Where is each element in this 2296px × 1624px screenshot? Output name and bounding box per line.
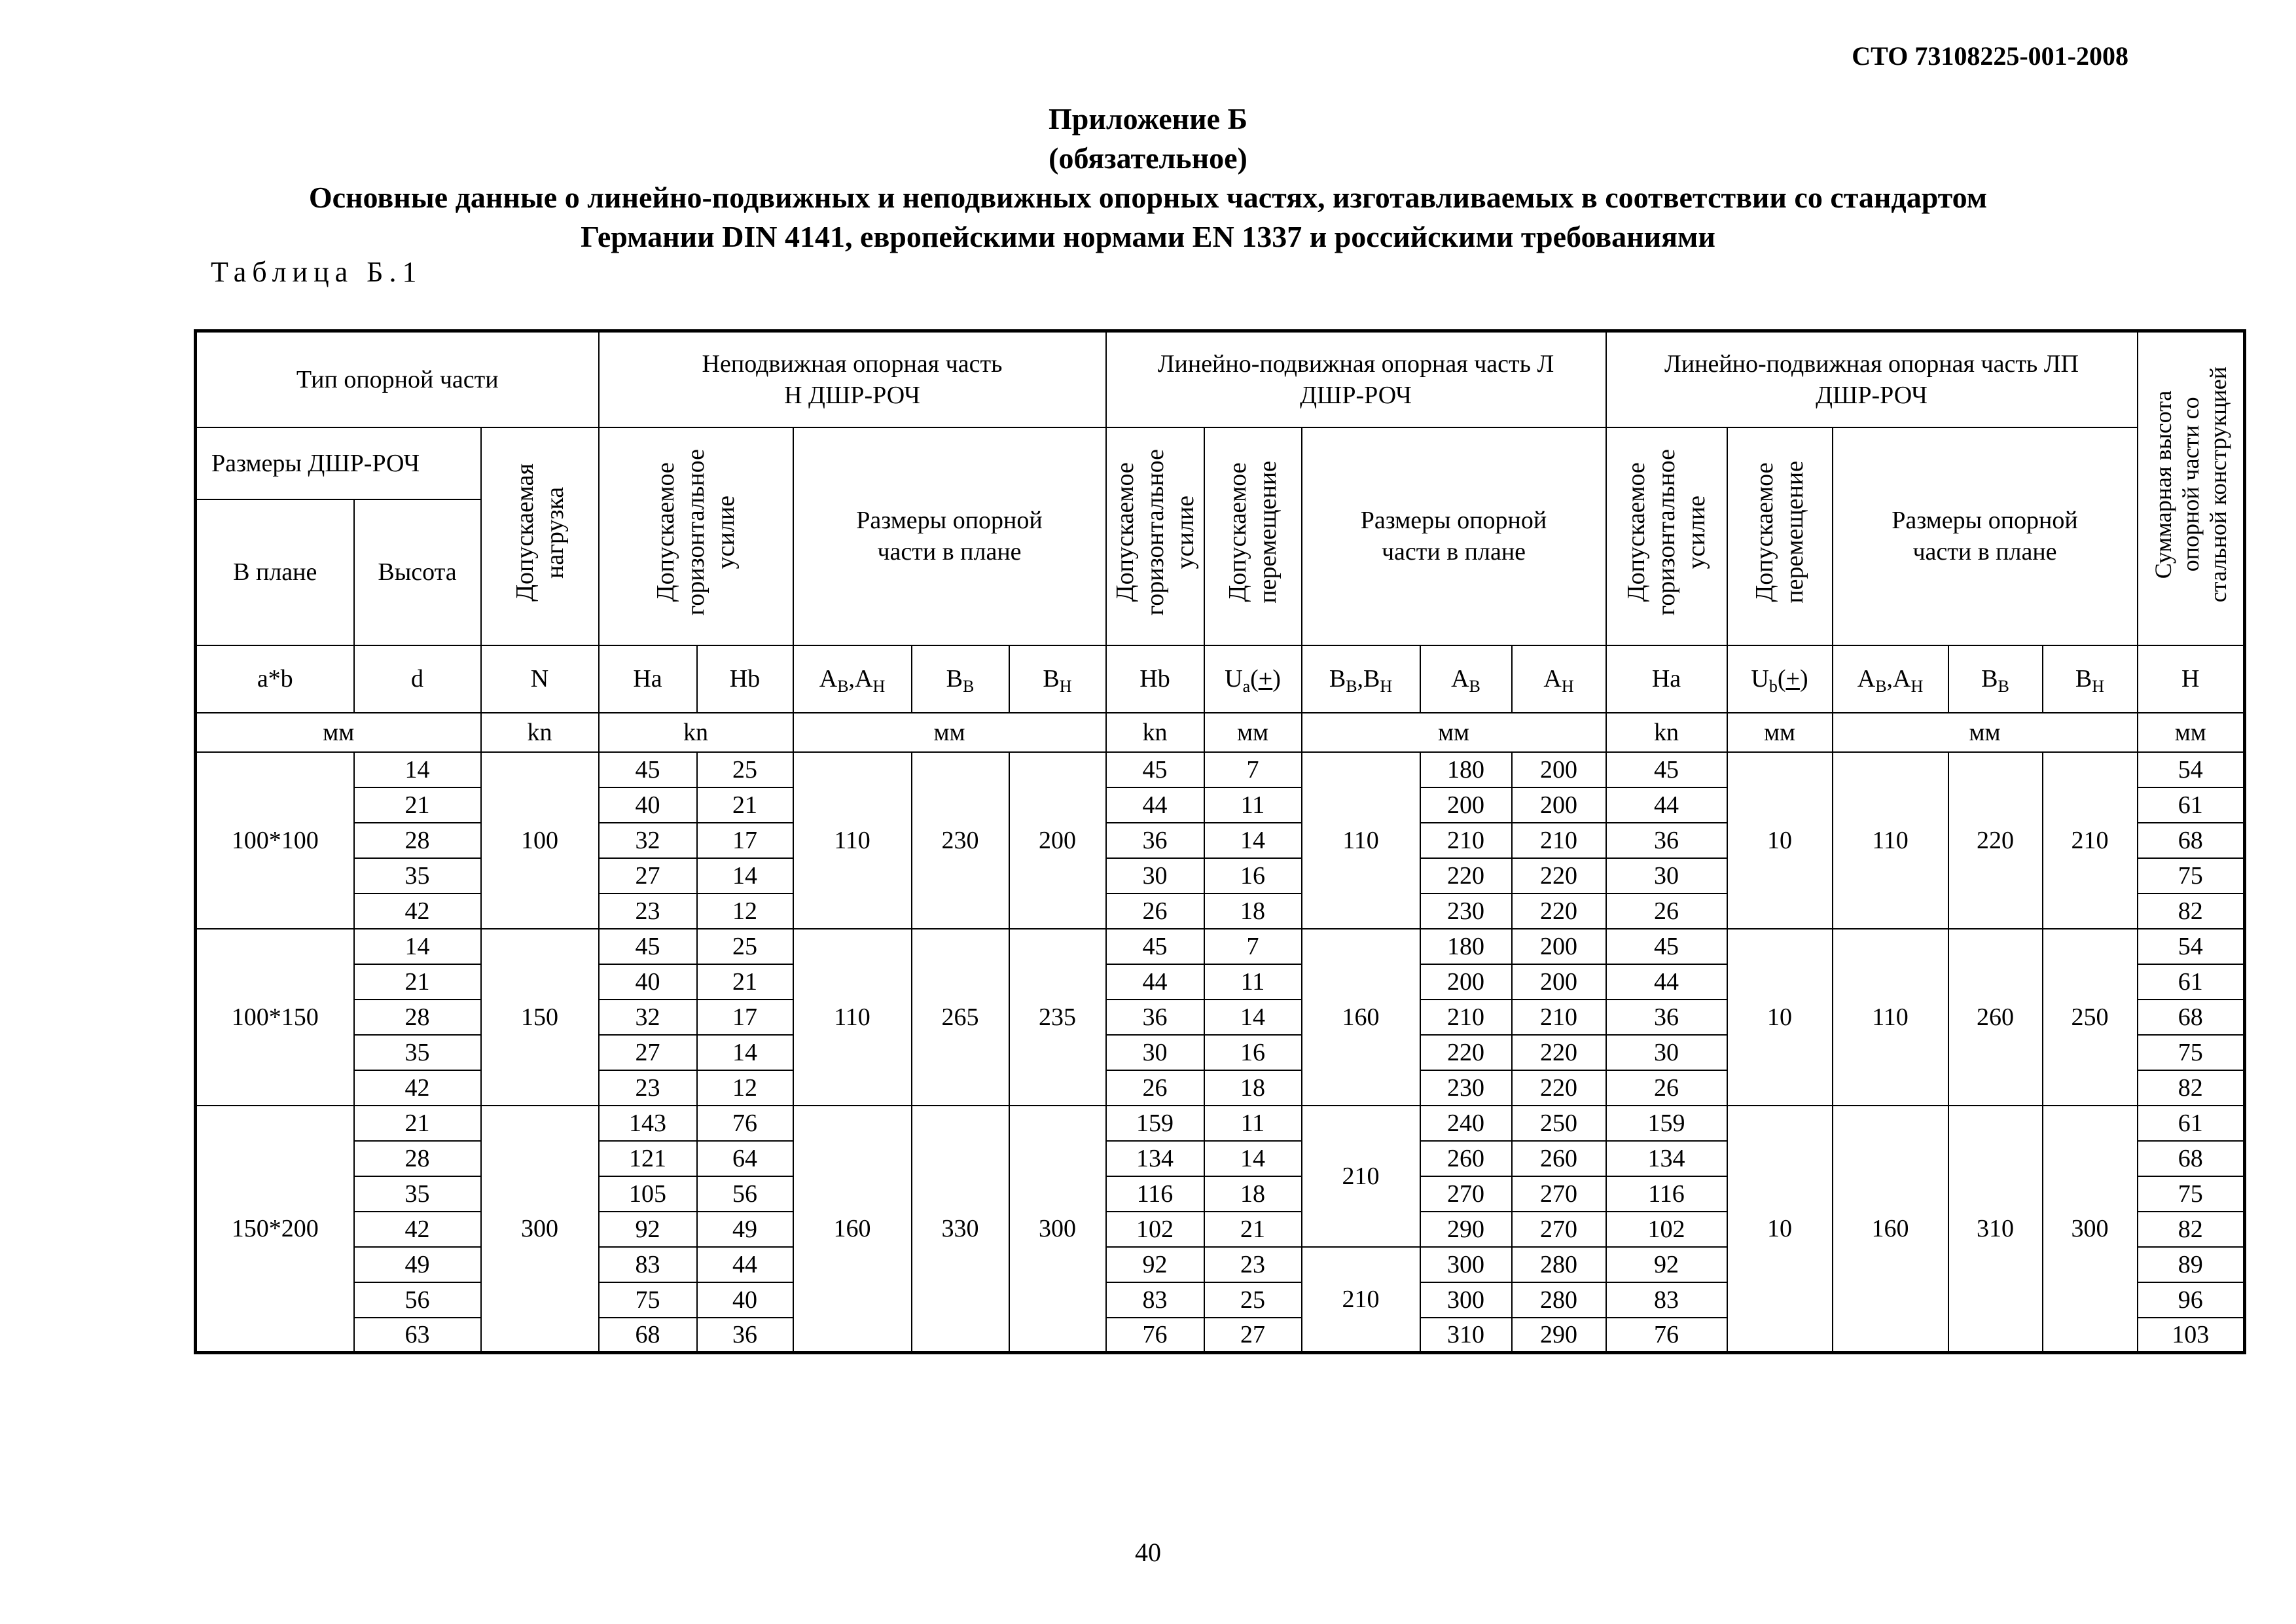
cell-l-ab: 260 (1420, 1141, 1512, 1176)
symbol-paren: ( (1777, 665, 1786, 693)
symbol-ab: a*b (196, 645, 354, 713)
cell-l-ah: 250 (1512, 1106, 1606, 1141)
cell-height-d: 28 (354, 1000, 481, 1035)
cell-height-d: 42 (354, 893, 481, 929)
cell-lp-ha: 45 (1606, 752, 1727, 787)
symbol-sub-h: Н (1910, 677, 1924, 696)
cell-lp-ub: 10 (1727, 752, 1833, 929)
symbol-b: B (1981, 665, 1998, 693)
cell-l-ab: 290 (1420, 1212, 1512, 1247)
header-lp-plan-dims-label: Размеры опорной части в плане (1892, 507, 2078, 566)
cell-height-d: 35 (354, 1035, 481, 1070)
cell-lp-ha: 159 (1606, 1106, 1727, 1141)
table-row (196, 752, 2245, 787)
cell-l-ah: 210 (1512, 823, 1606, 858)
cell-l-ab: 300 (1420, 1247, 1512, 1282)
cell-height-d: 21 (354, 1106, 481, 1141)
cell-lp-ha: 30 (1606, 858, 1727, 893)
cell-lp-ab-ah: 160 (1833, 1106, 1948, 1353)
cell-lp-ab-ah: 110 (1833, 929, 1948, 1106)
unit-sizes: мм (196, 713, 481, 752)
symbol-b: B (1329, 665, 1346, 693)
symbol-sub-b: В (1875, 677, 1887, 696)
cell-fixed-ha: 45 (599, 752, 697, 787)
cell-lp-ab-ah: 110 (1833, 752, 1948, 929)
symbol-lp-ha: Ha (1606, 645, 1727, 713)
cell-l-ab: 220 (1420, 858, 1512, 893)
cell-l-hb: 26 (1106, 893, 1204, 929)
header-linear-l-label: Линейно-подвижная опорная часть Л ДШР-РОЧ (1157, 350, 1554, 409)
symbol-b: B (1043, 665, 1060, 693)
cell-fixed-bh: 300 (1009, 1106, 1106, 1353)
cell-fixed-ha: 68 (599, 1318, 697, 1353)
cell-l-ab: 230 (1420, 1070, 1512, 1106)
cell-fixed-ha: 40 (599, 787, 697, 823)
header-fixed-horizontal-force-label: Допускаемое горизонтальное усилие (652, 448, 740, 616)
cell-l-ab: 200 (1420, 787, 1512, 823)
header-l-plan-dims-label: Размеры опорной части в плане (1360, 507, 1547, 566)
cell-plan-size: 100*150 (196, 929, 354, 1106)
cell-l-hb: 116 (1106, 1176, 1204, 1212)
cell-l-hb: 36 (1106, 823, 1204, 858)
cell-l-ua: 14 (1204, 823, 1302, 858)
appendix-heading (0, 99, 2296, 257)
table-row (196, 929, 2245, 964)
cell-l-ah: 220 (1512, 858, 1606, 893)
cell-total-height: 75 (2138, 1176, 2245, 1212)
cell-l-ua: 14 (1204, 1141, 1302, 1176)
cell-l-ua: 23 (1204, 1247, 1302, 1282)
header-lp-displacement (1727, 427, 1833, 645)
cell-lp-bb: 220 (1948, 752, 2043, 929)
cell-total-height: 54 (2138, 752, 2245, 787)
cell-l-ua: 11 (1204, 964, 1302, 1000)
symbol-comma: , (1357, 665, 1364, 693)
symbol-b: B (946, 665, 963, 693)
symbol-sub-h: Н (1059, 677, 1072, 696)
unit-l-dims: мм (1302, 713, 1606, 752)
cell-l-bb-bh: 110 (1302, 752, 1420, 929)
header-allowed-load (481, 427, 599, 645)
cell-total-height: 54 (2138, 929, 2245, 964)
symbol-a: A (819, 665, 838, 693)
cell-l-hb: 92 (1106, 1247, 1204, 1282)
cell-load-n: 150 (481, 929, 599, 1106)
appendix-caption-line-2: Германии DIN 4141, европейскими нормами EN 1337 и российскими требованиями (581, 220, 1715, 253)
header-plan-label: В плане (233, 558, 317, 586)
cell-lp-ha: 36 (1606, 1000, 1727, 1035)
header-lp-horizontal-force (1606, 427, 1727, 645)
unit-load: kn (481, 713, 599, 752)
cell-lp-ha: 92 (1606, 1247, 1727, 1282)
cell-l-ua: 25 (1204, 1282, 1302, 1318)
cell-lp-ha: 26 (1606, 1070, 1727, 1106)
unit-lp-displacement: мм (1727, 713, 1833, 752)
cell-l-hb: 45 (1106, 929, 1204, 964)
cell-height-d: 49 (354, 1247, 481, 1282)
symbol-a: A (1543, 665, 1562, 693)
cell-fixed-ha: 105 (599, 1176, 697, 1212)
symbol-fixed-bb (912, 645, 1009, 713)
symbol-sub-b: В (1346, 677, 1357, 696)
header-lp-displacement-label: Допускаемое перемещение (1751, 461, 1808, 604)
cell-l-ua: 11 (1204, 1106, 1302, 1141)
cell-l-hb: 159 (1106, 1106, 1204, 1141)
header-total-height-label: Суммарная высота опорной части со стальной конструкцией (2149, 367, 2231, 603)
cell-l-ua: 27 (1204, 1318, 1302, 1353)
cell-total-height: 96 (2138, 1282, 2245, 1318)
appendix-title: Приложение Б (1048, 102, 1248, 135)
cell-l-hb: 44 (1106, 964, 1204, 1000)
cell-l-ah: 200 (1512, 787, 1606, 823)
header-l-horizontal-force (1106, 427, 1204, 645)
symbol-l-bb-bh (1302, 645, 1420, 713)
header-fixed-plan-dims (793, 427, 1106, 645)
cell-fixed-ha: 121 (599, 1141, 697, 1176)
header-allowed-load-label: Допускаемая нагрузка (511, 463, 569, 602)
symbol-a: A (1857, 665, 1876, 693)
header-fixed-bearing-label: Неподвижная опорная часть Н ДШР-РОЧ (702, 350, 1003, 409)
cell-fixed-hb: 21 (697, 787, 793, 823)
symbol-lp-bb (1948, 645, 2043, 713)
cell-fixed-hb: 76 (697, 1106, 793, 1141)
cell-fixed-ha: 92 (599, 1212, 697, 1247)
header-height-label: Высота (378, 558, 457, 586)
header-l-displacement-label: Допускаемое перемещение (1224, 461, 1282, 604)
symbol-comma: , (1886, 665, 1893, 693)
cell-total-height: 89 (2138, 1247, 2245, 1282)
symbol-paren: ) (1799, 665, 1808, 693)
bearing-data-table (194, 329, 2246, 1354)
cell-l-hb: 30 (1106, 858, 1204, 893)
cell-height-d: 21 (354, 964, 481, 1000)
cell-l-hb: 30 (1106, 1035, 1204, 1070)
symbol-sub-b: В (1469, 677, 1480, 696)
symbol-b: B (1363, 665, 1380, 693)
symbol-sub-b-latin: b (1768, 677, 1778, 696)
cell-l-ah: 220 (1512, 893, 1606, 929)
cell-fixed-ha: 40 (599, 964, 697, 1000)
cell-total-height: 82 (2138, 893, 2245, 929)
symbol-sub-b: В (1998, 677, 2009, 696)
unit-lp-dims: мм (1833, 713, 2138, 752)
cell-fixed-ab-ah: 160 (793, 1106, 912, 1353)
header-linear-l-bearing (1106, 331, 1606, 427)
cell-total-height: 75 (2138, 1035, 2245, 1070)
header-bearing-type-label: Тип опорной части (296, 365, 499, 393)
unit-l-force: kn (1106, 713, 1204, 752)
cell-l-hb: 36 (1106, 1000, 1204, 1035)
cell-l-ah: 280 (1512, 1282, 1606, 1318)
header-l-displacement (1204, 427, 1302, 645)
symbol-d: d (354, 645, 481, 713)
cell-l-ah: 260 (1512, 1141, 1606, 1176)
cell-l-ah: 220 (1512, 1035, 1606, 1070)
cell-l-ah: 270 (1512, 1176, 1606, 1212)
cell-lp-ha: 76 (1606, 1318, 1727, 1353)
cell-height-d: 28 (354, 823, 481, 858)
cell-l-hb: 102 (1106, 1212, 1204, 1247)
cell-total-height: 82 (2138, 1212, 2245, 1247)
header-fixed-bearing (599, 331, 1106, 427)
symbol-fixed-bh (1009, 645, 1106, 713)
cell-fixed-hb: 12 (697, 893, 793, 929)
cell-l-hb: 76 (1106, 1318, 1204, 1353)
cell-height-d: 35 (354, 1176, 481, 1212)
symbol-lp-ub (1727, 645, 1833, 713)
cell-height-d: 35 (354, 858, 481, 893)
cell-total-height: 61 (2138, 787, 2245, 823)
symbol-comma: , (848, 665, 855, 693)
cell-total-height: 68 (2138, 1000, 2245, 1035)
cell-height-d: 42 (354, 1212, 481, 1247)
cell-l-bb-bh: 210 (1302, 1247, 1420, 1353)
document-code: СТО 73108225-001-2008 (1852, 41, 2128, 71)
unit-fixed-dims: мм (793, 713, 1106, 752)
symbol-paren: ( (1250, 665, 1259, 693)
page-number: 40 (1135, 1538, 1161, 1567)
cell-fixed-hb: 14 (697, 1035, 793, 1070)
unit-total-height: мм (2138, 713, 2245, 752)
unit-lp-force: kn (1606, 713, 1727, 752)
cell-l-ab: 210 (1420, 823, 1512, 858)
symbol-l-ua (1204, 645, 1302, 713)
cell-l-ab: 300 (1420, 1282, 1512, 1318)
cell-lp-ha: 83 (1606, 1282, 1727, 1318)
cell-l-bb-bh: 160 (1302, 929, 1420, 1106)
cell-l-ab: 270 (1420, 1176, 1512, 1212)
cell-fixed-ha: 27 (599, 1035, 697, 1070)
cell-total-height: 61 (2138, 964, 2245, 1000)
cell-fixed-bb: 230 (912, 752, 1009, 929)
appendix-status: (обязательное) (1049, 141, 1247, 175)
header-plan (196, 499, 354, 645)
cell-lp-ha: 102 (1606, 1212, 1727, 1247)
symbol-plus-minus: + (1258, 665, 1273, 693)
cell-l-ah: 280 (1512, 1247, 1606, 1282)
cell-lp-ha: 44 (1606, 787, 1727, 823)
cell-lp-ub: 10 (1727, 1106, 1833, 1353)
cell-fixed-hb: 21 (697, 964, 793, 1000)
cell-total-height: 82 (2138, 1070, 2245, 1106)
cell-fixed-hb: 49 (697, 1212, 793, 1247)
symbol-sub-b: В (837, 677, 849, 696)
symbol-b: B (2075, 665, 2092, 693)
table-label: Таблица Б.1 (211, 256, 423, 288)
header-total-height (2138, 331, 2245, 645)
unit-l-displacement: мм (1204, 713, 1302, 752)
cell-l-ua: 18 (1204, 893, 1302, 929)
cell-l-hb: 83 (1106, 1282, 1204, 1318)
cell-fixed-ha: 32 (599, 1000, 697, 1035)
symbol-a: A (855, 665, 873, 693)
cell-height-d: 28 (354, 1141, 481, 1176)
cell-l-ab: 180 (1420, 752, 1512, 787)
cell-l-ua: 11 (1204, 787, 1302, 823)
symbol-paren: ) (1272, 665, 1281, 693)
cell-l-ua: 21 (1204, 1212, 1302, 1247)
cell-l-ua: 16 (1204, 1035, 1302, 1070)
header-l-plan-dims (1302, 427, 1606, 645)
symbol-lp-ab-ah (1833, 645, 1948, 713)
header-linear-lp-label: Линейно-подвижная опорная часть ЛП ДШР-РОЧ (1664, 350, 2079, 409)
symbol-fixed-ab-ah (793, 645, 912, 713)
cell-fixed-hb: 64 (697, 1141, 793, 1176)
cell-height-d: 42 (354, 1070, 481, 1106)
cell-l-ah: 210 (1512, 1000, 1606, 1035)
symbol-a: A (1451, 665, 1469, 693)
cell-fixed-hb: 17 (697, 823, 793, 858)
symbol-u: U (1751, 665, 1769, 693)
cell-l-ua: 16 (1204, 858, 1302, 893)
cell-fixed-bh: 200 (1009, 752, 1106, 929)
header-linear-lp-bearing (1606, 331, 2138, 427)
cell-lp-bb: 310 (1948, 1106, 2043, 1353)
cell-fixed-ab-ah: 110 (793, 752, 912, 929)
symbol-sub-a: a (1242, 677, 1251, 696)
symbol-l-ah (1512, 645, 1606, 713)
cell-lp-bb: 260 (1948, 929, 2043, 1106)
cell-lp-ub: 10 (1727, 929, 1833, 1106)
cell-fixed-hb: 17 (697, 1000, 793, 1035)
cell-l-hb: 44 (1106, 787, 1204, 823)
cell-lp-ha: 116 (1606, 1176, 1727, 1212)
cell-lp-ha: 26 (1606, 893, 1727, 929)
cell-l-ua: 7 (1204, 929, 1302, 964)
symbol-l-ab (1420, 645, 1512, 713)
cell-height-d: 14 (354, 752, 481, 787)
cell-lp-ha: 30 (1606, 1035, 1727, 1070)
cell-fixed-ha: 23 (599, 893, 697, 929)
cell-total-height: 61 (2138, 1106, 2245, 1141)
cell-load-n: 300 (481, 1106, 599, 1353)
cell-fixed-bh: 235 (1009, 929, 1106, 1106)
cell-plan-size: 100*100 (196, 752, 354, 929)
symbol-sub-h: Н (1380, 677, 1393, 696)
unit-fixed-force: kn (599, 713, 793, 752)
cell-fixed-hb: 36 (697, 1318, 793, 1353)
cell-l-ab: 220 (1420, 1035, 1512, 1070)
cell-fixed-ha: 45 (599, 929, 697, 964)
symbol-sub-h: Н (872, 677, 886, 696)
cell-lp-bh: 250 (2043, 929, 2138, 1106)
header-sizes-label: Размеры ДШР-РОЧ (211, 449, 420, 477)
symbol-fixed-ha: Ha (599, 645, 697, 713)
cell-l-ah: 270 (1512, 1212, 1606, 1247)
cell-l-ab: 200 (1420, 964, 1512, 1000)
cell-fixed-ha: 75 (599, 1282, 697, 1318)
cell-l-ab: 210 (1420, 1000, 1512, 1035)
cell-l-ab: 240 (1420, 1106, 1512, 1141)
cell-l-ah: 200 (1512, 929, 1606, 964)
symbol-l-hb: Hb (1106, 645, 1204, 713)
cell-fixed-hb: 44 (697, 1247, 793, 1282)
header-lp-horizontal-force-label: Допускаемое горизонтальное усилие (1623, 448, 1710, 616)
cell-height-d: 63 (354, 1318, 481, 1353)
header-bearing-type (196, 331, 599, 427)
cell-lp-ha: 44 (1606, 964, 1727, 1000)
cell-fixed-bb: 265 (912, 929, 1009, 1106)
cell-plan-size: 150*200 (196, 1106, 354, 1353)
cell-total-height: 103 (2138, 1318, 2245, 1353)
cell-total-height: 68 (2138, 823, 2245, 858)
cell-fixed-ha: 83 (599, 1247, 697, 1282)
cell-fixed-bb: 330 (912, 1106, 1009, 1353)
cell-lp-ha: 134 (1606, 1141, 1727, 1176)
symbol-a: A (1893, 665, 1911, 693)
cell-l-ua: 7 (1204, 752, 1302, 787)
header-height (354, 499, 481, 645)
cell-l-ab: 230 (1420, 893, 1512, 929)
cell-lp-bh: 300 (2043, 1106, 2138, 1353)
cell-fixed-ha: 23 (599, 1070, 697, 1106)
cell-fixed-ha: 143 (599, 1106, 697, 1141)
cell-fixed-hb: 40 (697, 1282, 793, 1318)
symbol-lp-bh (2043, 645, 2138, 713)
header-l-horizontal-force-label: Допускаемое горизонтальное усилие (1111, 448, 1199, 616)
cell-l-ah: 220 (1512, 1070, 1606, 1106)
cell-height-d: 56 (354, 1282, 481, 1318)
cell-l-bb-bh: 210 (1302, 1106, 1420, 1247)
cell-l-ah: 200 (1512, 752, 1606, 787)
cell-total-height: 75 (2138, 858, 2245, 893)
cell-fixed-hb: 12 (697, 1070, 793, 1106)
symbol-sub-b: В (963, 677, 975, 696)
cell-lp-ha: 45 (1606, 929, 1727, 964)
symbol-plus-minus: + (1785, 665, 1800, 693)
symbol-fixed-hb: Hb (697, 645, 793, 713)
symbol-u: U (1225, 665, 1243, 693)
cell-fixed-ab-ah: 110 (793, 929, 912, 1106)
cell-l-ua: 18 (1204, 1070, 1302, 1106)
appendix-caption-line-1: Основные данные о линейно-подвижных и неподвижных опорных частях, изготавливаемых в соответствии со стандартом (308, 181, 1988, 214)
cell-fixed-hb: 25 (697, 752, 793, 787)
cell-height-d: 21 (354, 787, 481, 823)
cell-fixed-hb: 56 (697, 1176, 793, 1212)
cell-fixed-ha: 32 (599, 823, 697, 858)
cell-fixed-hb: 25 (697, 929, 793, 964)
cell-fixed-hb: 14 (697, 858, 793, 893)
cell-l-ua: 18 (1204, 1176, 1302, 1212)
symbol-sub-h: Н (2092, 677, 2105, 696)
cell-total-height: 68 (2138, 1141, 2245, 1176)
cell-fixed-ha: 27 (599, 858, 697, 893)
cell-lp-ha: 36 (1606, 823, 1727, 858)
cell-l-hb: 26 (1106, 1070, 1204, 1106)
cell-l-hb: 45 (1106, 752, 1204, 787)
cell-height-d: 14 (354, 929, 481, 964)
cell-lp-bh: 210 (2043, 752, 2138, 929)
header-fixed-plan-dims-label: Размеры опорной части в плане (856, 507, 1043, 566)
cell-load-n: 100 (481, 752, 599, 929)
header-sizes (196, 427, 481, 499)
cell-l-ab: 180 (1420, 929, 1512, 964)
cell-l-ah: 200 (1512, 964, 1606, 1000)
cell-l-ua: 14 (1204, 1000, 1302, 1035)
table-row (196, 1106, 2245, 1141)
cell-l-ah: 290 (1512, 1318, 1606, 1353)
symbol-sub-h: Н (1561, 677, 1574, 696)
header-lp-plan-dims (1833, 427, 2138, 645)
cell-l-hb: 134 (1106, 1141, 1204, 1176)
symbol-h: H (2138, 645, 2245, 713)
header-fixed-horizontal-force (599, 427, 793, 645)
symbol-n: N (481, 645, 599, 713)
cell-l-ab: 310 (1420, 1318, 1512, 1353)
